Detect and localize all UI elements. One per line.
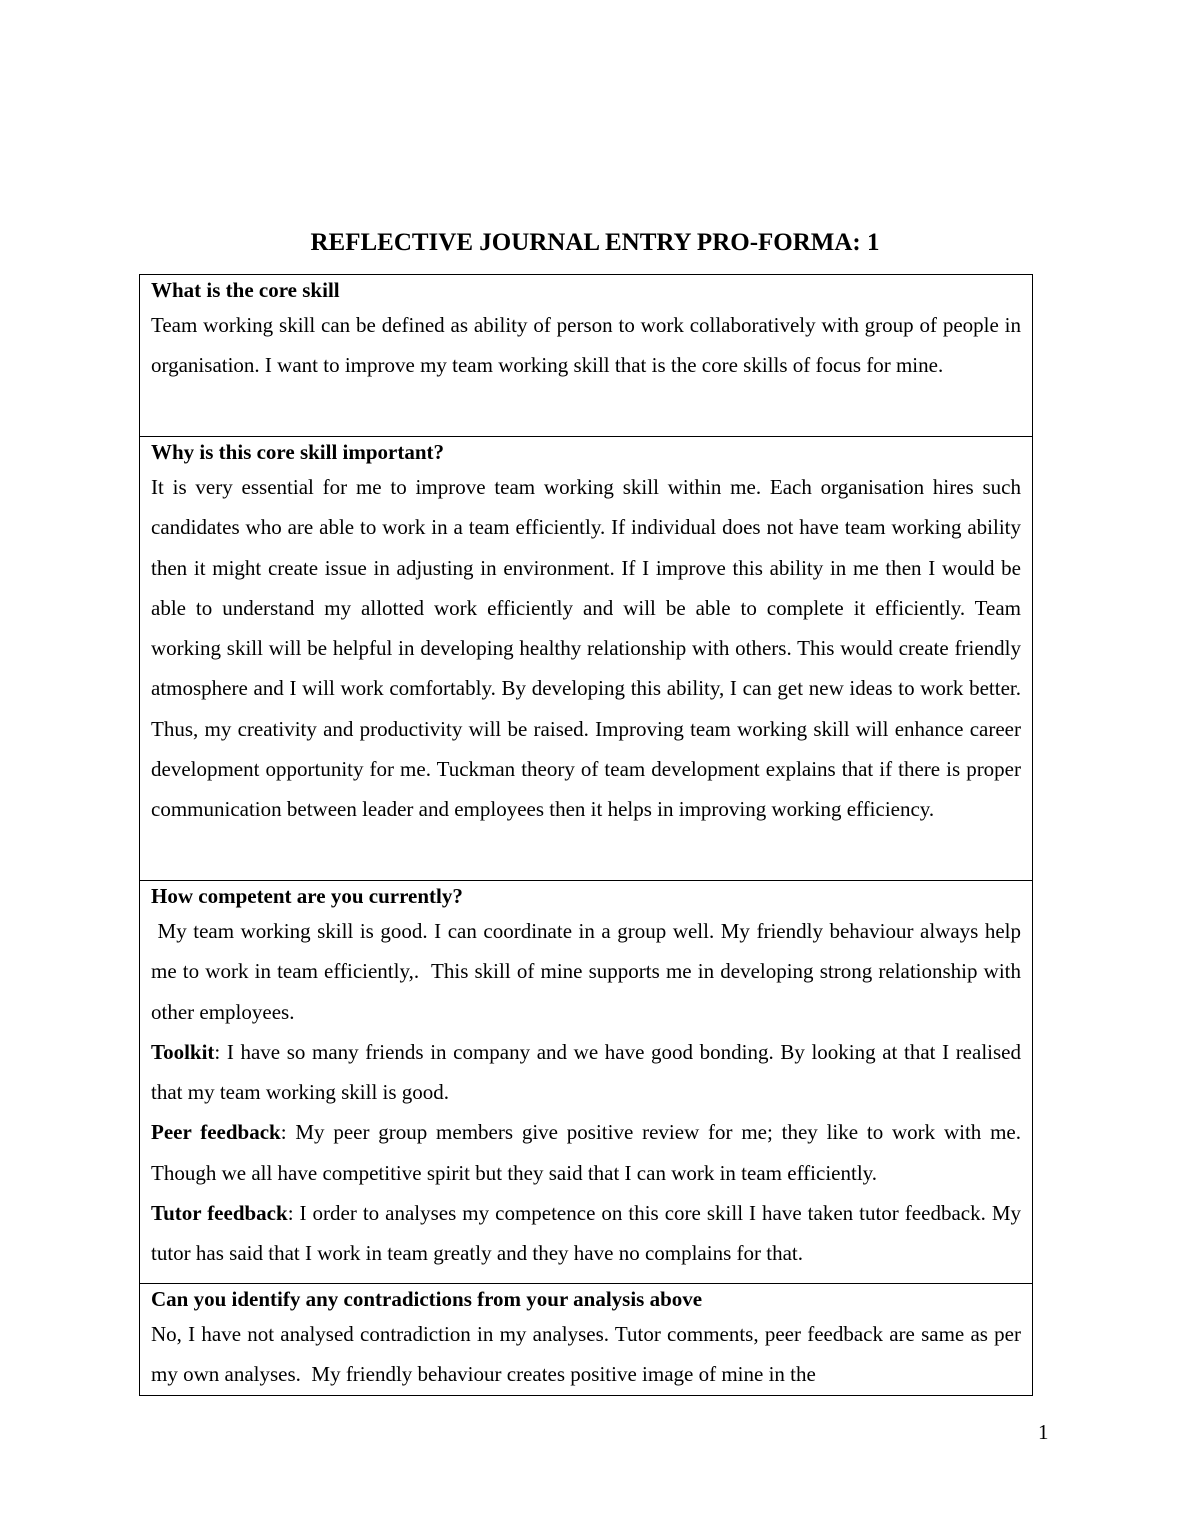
peer-feedback-paragraph bbox=[151, 1112, 1021, 1193]
section-heading: Why is this core skill important? bbox=[151, 440, 445, 464]
toolkit-text: : I have so many friends in company and we have good bonding. By looking at that I realised that my team working skill is good. bbox=[151, 1039, 1021, 1105]
importance-cell bbox=[140, 437, 1033, 881]
table-row bbox=[140, 1284, 1033, 1396]
toolkit-paragraph bbox=[151, 1032, 1021, 1113]
table-row bbox=[140, 437, 1033, 881]
journal-entry-table bbox=[139, 274, 1033, 1396]
tutor-feedback-paragraph bbox=[151, 1193, 1021, 1274]
section-body: It is very essential for me to improve team working skill within me. Each organisation hires such candidates who are able to work in a team efficiently. If individual does not have team working ability then it might create issue in adjusting in environment. If I improve this ability in me then I would be able to understand my allotted work efficiently and will be able to complete it efficiently. Team working skill will be helpful in developing healthy relationship with others. This would create friendly atmosphere and I will work comfortably. By developing this ability, I can get new ideas to work better. Thus, my creativity and productivity will be raised. Improving team working skill will enhance career development opportunity for me. Tuckman theory of team development explains that if there is proper communication between leader and employees then it helps in improving working efficiency. bbox=[151, 475, 1021, 822]
section-heading: What is the core skill bbox=[151, 278, 340, 302]
page-number: 1 bbox=[1038, 1420, 1049, 1444]
table-row bbox=[140, 881, 1033, 1284]
contradictions-cell bbox=[140, 1284, 1033, 1396]
section-body: Team working skill can be defined as ability of person to work collaboratively with group of people in organisation. I want to improve my team working skill that is the core skills of focus for mine. bbox=[151, 313, 1021, 378]
table-row bbox=[140, 275, 1033, 437]
tutor-feedback-text: : I order to analyses my competence on this core skill I have taken tutor feedback. My tutor has said that I work in team greatly and they have no complains for that. bbox=[151, 1201, 1021, 1266]
section-heading: How competent are you currently? bbox=[151, 884, 463, 908]
document-title: REFLECTIVE JOURNAL ENTRY PRO-FORMA: 1 bbox=[310, 229, 880, 256]
peer-feedback-label: Peer feedback bbox=[151, 1120, 281, 1145]
toolkit-label: Toolkit bbox=[151, 1039, 215, 1064]
tutor-feedback-label: Tutor feedback bbox=[151, 1201, 288, 1226]
peer-feedback-text: : My peer group members give positive review for me; they like to work with me. Though we all have competitive spirit but they said that I can work in team efficiently. bbox=[151, 1120, 1021, 1185]
section-body: No, I have not analysed contradiction in my analyses. Tutor comments, peer feedback are same as per my own analyses. My friendly behaviour creates positive image of mine in the bbox=[151, 1322, 1027, 1387]
section-body: My team working skill is good. I can coordinate in a group well. My friendly behaviour always help me to work in team efficiently,. This skill of mine supports me in developing strong relationship with other employees. bbox=[151, 919, 1027, 1024]
core-skill-cell bbox=[140, 275, 1033, 437]
section-heading: Can you identify any contradictions from your analysis above bbox=[151, 1287, 703, 1311]
competence-cell bbox=[140, 881, 1033, 1284]
